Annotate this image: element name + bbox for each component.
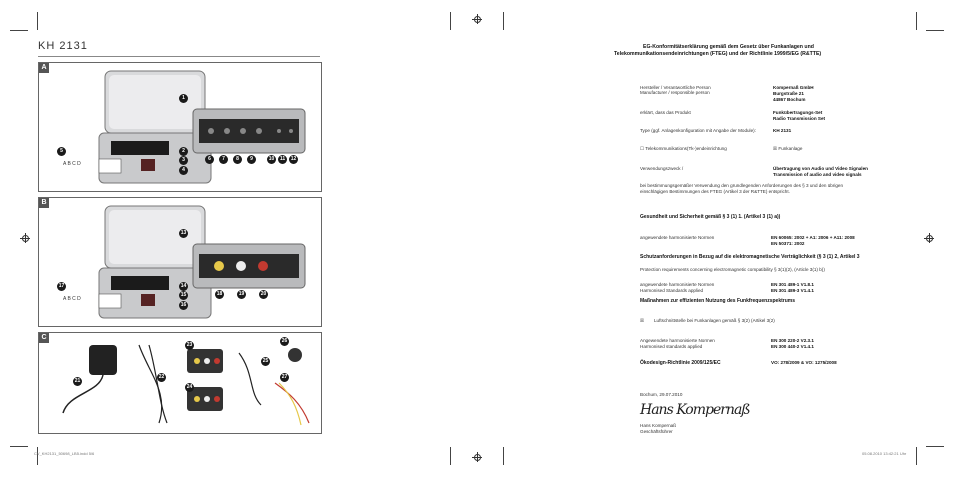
device-screen-text: A B C D: [63, 296, 81, 302]
row-manufacturer-value-2: Burgstraße 21: [773, 91, 804, 96]
callout-2: 2: [179, 147, 188, 156]
callout-22: 22: [158, 374, 165, 380]
row-purpose-value-1: Übertragung von Audio und Video Signalen: [773, 166, 868, 171]
panel-a: [38, 62, 322, 192]
callout-23: 23: [186, 342, 193, 348]
callout-11: 11: [279, 156, 286, 162]
panel-label: A: [39, 63, 49, 73]
row-radio-value: ☒ Funkanlage: [773, 146, 803, 151]
registration-mark-icon: [472, 14, 482, 24]
declaration-heading-1: EG-Konformitätserklärung gemäß dem Gesetz über Funkanlagen und: [643, 44, 814, 50]
row-manufacturer-value-3: 44867 Bochum: [773, 97, 806, 102]
registration-mark-icon: [924, 233, 934, 243]
callout-18: 18: [216, 291, 223, 297]
callout-20: 20: [260, 291, 267, 297]
spectrum-heading: Maßnahmen zur effizienten Nutzung des Funkfrequenzspektrums: [640, 298, 796, 304]
signature: Hans Kompernaß: [640, 402, 750, 418]
footer-right: 05.08.2010 13:42:21 Uhr: [862, 451, 907, 456]
signer-title: Geschäftsführer: [640, 429, 673, 434]
emc-heading: Schutzanforderungen in Bezug auf die elektromagnetische Verträglichkeit (§ 3 (1) 2, Artikel 3: [640, 254, 860, 260]
emc-label-2: Harmonised Standards applied: [640, 288, 704, 293]
emc-subheading: Protection requirements concerning electromagnetic compatibility § 3(1)(2), (Article 3(1) b)): [640, 267, 825, 272]
callout-5: 5: [57, 147, 66, 156]
callout-4: 4: [179, 166, 188, 175]
declaration-heading-2: Telekommunikationsendeinrichtungen (FTEG) und der Richtlinie 1999/5/EG (R&TTE): [614, 51, 822, 57]
panel-c: [38, 332, 322, 434]
spectrum-standard-1: EN 300 220-2 V2.3.1: [771, 338, 814, 343]
callout-1: 1: [179, 94, 188, 103]
callout-9: 9: [247, 155, 256, 164]
panel-b: [38, 197, 322, 327]
ecodesign-label: Ökodesign-Richtlinie 2009/125/EC: [640, 360, 721, 366]
footer-left: CV_KH2131_50698_LB5.indd 5/6: [34, 451, 95, 456]
title-rule: [38, 56, 320, 57]
callout-17: 17: [58, 283, 65, 289]
callout-25: 25: [262, 358, 269, 364]
row-manufacturer-label-2: Manufacturer / responsible person: [640, 90, 710, 95]
callout-7: 7: [219, 155, 228, 164]
row-product-value-1: Funkübertragungs-Set: [773, 110, 823, 115]
callout-27: 27: [281, 374, 288, 380]
row-product-value-2: Radio Transmission Set: [773, 116, 826, 121]
row-purpose-label: Verwendungszweck /: [640, 166, 684, 171]
callout-12: 12: [290, 156, 297, 162]
ecodesign-value: VO: 278/2009 & VO: 1275/2008: [771, 360, 837, 365]
callout-21: 21: [74, 378, 81, 384]
row-type-value: KH 2131: [773, 128, 792, 133]
emc-label-1: angewendete harmonisierte Normen: [640, 282, 715, 287]
emc-standard-2: EN 301 489-3 V1.4.1: [771, 288, 814, 293]
callout-3: 3: [179, 156, 188, 165]
row-manufacturer-value-1: Kompernaß GmbH: [773, 85, 814, 90]
spectrum-checkbox-icon: ☒: [640, 318, 645, 323]
row-telecom-label: ☐ Telekommunikations(Tk-)endeinrichtung: [640, 146, 727, 151]
signer-name: Hans Kompernaß: [640, 423, 677, 428]
page-title: KH 2131: [38, 40, 88, 52]
callout-19: 19: [238, 291, 245, 297]
spectrum-label-1: Angewendete harmonisierte Normen: [640, 338, 715, 343]
intended-use-text-2: einschlägigen Bestimmungen des FTEG (Artikel 3 der R&TTE) entspricht.: [640, 189, 790, 194]
callout-8: 8: [233, 155, 242, 164]
row-product-label: erklärt, dass das Produkt: [640, 110, 691, 115]
row-manufacturer-label-1: Hersteller / Verantwortliche Person: [640, 85, 711, 90]
callout-16: 16: [180, 302, 187, 308]
callout-10: 10: [268, 156, 275, 162]
registration-mark-icon: [20, 233, 30, 243]
callout-6: 6: [205, 155, 214, 164]
health-label: angewendete harmonisierte Normen: [640, 235, 715, 240]
callout-15: 15: [180, 292, 187, 298]
intended-use-text-1: bei bestimmungsgemäßer Verwendung den grundlegenden Anforderungen des § 3 und den übrigen: [640, 183, 844, 188]
panel-label: B: [39, 198, 49, 208]
spectrum-standard-2: EN 300 440-2 V1.4.1: [771, 344, 814, 349]
panel-label: C: [39, 333, 49, 343]
row-purpose-value-2: Transmission of audio and video signals: [773, 172, 862, 177]
emc-standard-1: EN 301 489-1 V1.8.1: [771, 282, 814, 287]
health-standard-2: EN 50371: 2002: [771, 241, 805, 246]
callout-14: 14: [180, 283, 187, 289]
device-screen-text: A B C D: [63, 161, 81, 167]
health-standard-1: EN 60065: 2002 + A1: 2006 + A11: 2008: [771, 235, 855, 240]
spectrum-label-2: Harmonised standards applied: [640, 344, 703, 349]
row-type-label: Type (ggf. Anlagenkonfiguration mit Angabe der Module):: [640, 128, 756, 133]
spectrum-text: Luftschnittstelle bei Funkanlagen gemäß § 3(2) (Artikel 3(2): [654, 318, 775, 323]
place-date: Bochum, 29.07.2010: [640, 392, 683, 397]
callout-13: 13: [180, 230, 187, 236]
callout-26: 26: [281, 338, 288, 344]
callout-24: 24: [186, 384, 193, 390]
health-heading: Gesundheit und Sicherheit gemäß § 3 (1) 1. (Artikel 3 (1) a)): [640, 214, 781, 220]
registration-mark-icon: [472, 452, 482, 462]
